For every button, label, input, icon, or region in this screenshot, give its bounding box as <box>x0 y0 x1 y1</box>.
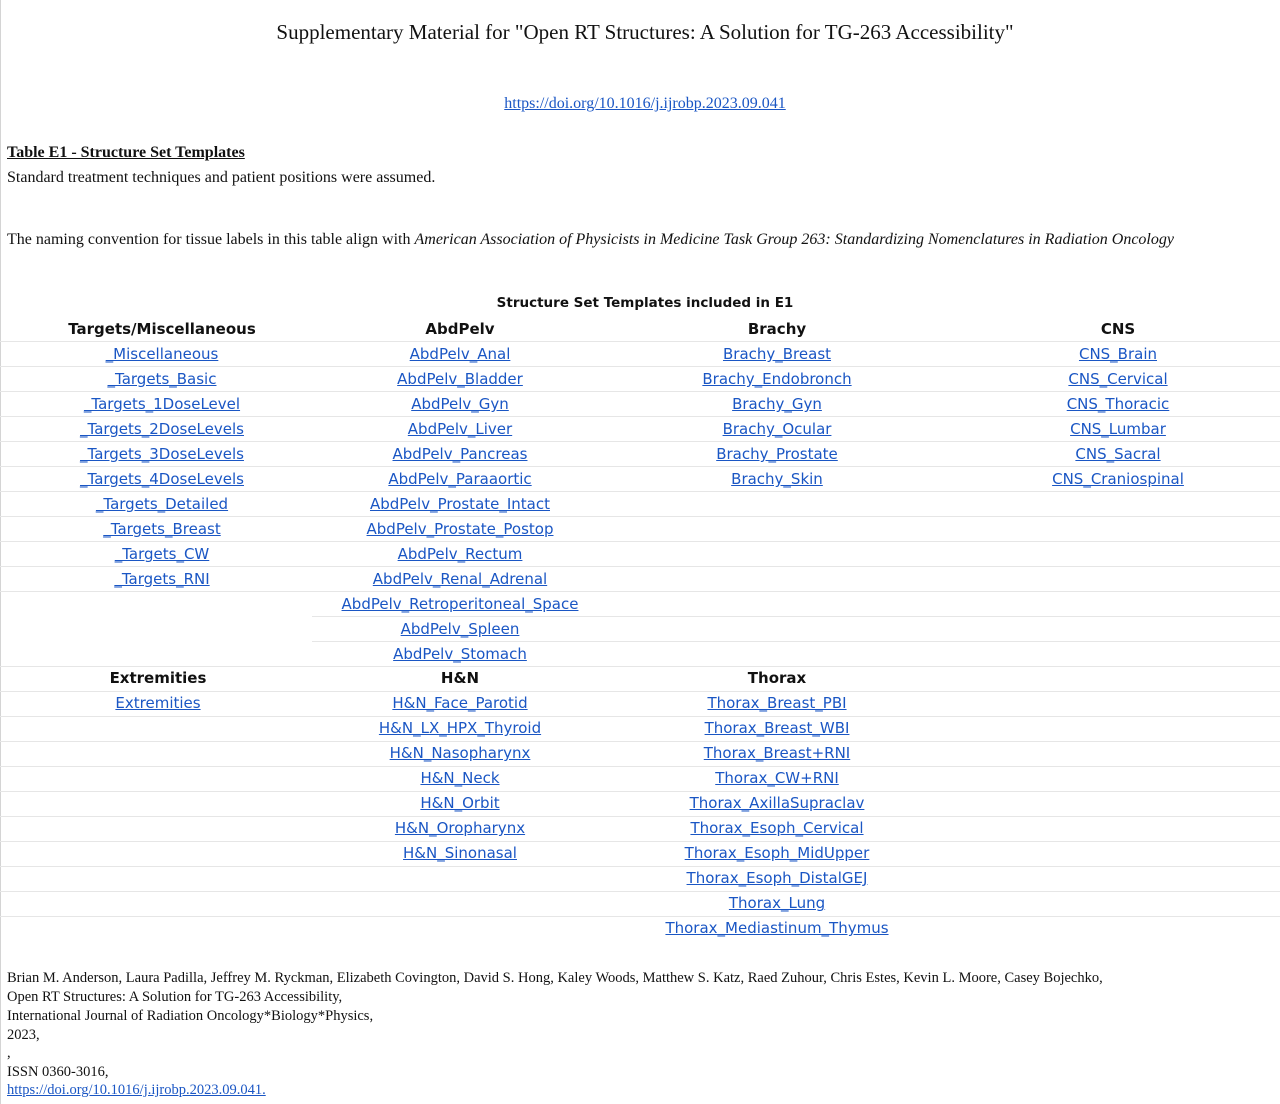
template-link-abdpelv-renal-adrenal[interactable]: AbdPelv_Renal_Adrenal <box>372 570 548 588</box>
template-cell <box>617 916 937 941</box>
template-link-thorax-esoph-cervical[interactable]: Thorax_Esoph_Cervical <box>690 819 864 837</box>
citation-issn: ISSN 0360-3016, <box>7 1064 109 1080</box>
template-cell <box>300 592 620 617</box>
template-link-targets-2doselevels[interactable]: _Targets_2DoseLevels <box>80 420 244 438</box>
template-link-handn-neck[interactable]: H&N_Neck <box>420 769 500 787</box>
template-cell <box>617 367 937 392</box>
template-cell <box>300 741 620 766</box>
template-cell <box>958 467 1278 492</box>
template-link-abdpelv-spleen[interactable]: AbdPelv_Spleen <box>400 620 520 638</box>
template-link-brachy-endobronch[interactable]: Brachy_Endobronch <box>702 370 852 388</box>
template-link-extremities[interactable]: Extremities <box>115 694 201 712</box>
template-link-cns-cervical[interactable]: CNS_Cervical <box>1068 370 1168 388</box>
template-link-targets-basic[interactable]: _Targets_Basic <box>107 370 217 388</box>
template-cell <box>617 467 937 492</box>
convention-text: The naming convention for tissue labels in this table align with <box>7 231 415 248</box>
template-link-thorax-esoph-distalgej[interactable]: Thorax_Esoph_DistalGEJ <box>686 869 868 887</box>
template-cell <box>617 866 937 891</box>
template-link-targets-detailed[interactable]: _Targets_Detailed <box>95 495 229 513</box>
doi-line <box>0 95 1280 113</box>
template-cell <box>617 841 937 866</box>
template-cell <box>2 492 322 517</box>
template-cell <box>958 342 1278 367</box>
template-cell <box>2 442 322 467</box>
template-cell <box>2 542 322 567</box>
table-label: Table E1 - Structure Set Templates <box>7 144 245 161</box>
citation-authors: Brian M. Anderson, Laura Padilla, Jeffrey M. Ryckman, Elizabeth Covington, David S. Hong, Kaley Woods, Matthew S. Katz, Raed Zuhour, Chris Estes, Kevin L. Moore, Casey Bojechko, <box>7 970 1103 986</box>
template-cell <box>300 467 620 492</box>
template-link-handn-oropharynx[interactable]: H&N_Oropharynx <box>394 819 526 837</box>
template-cell <box>300 392 620 417</box>
template-link-brachy-ocular[interactable]: Brachy_Ocular <box>722 420 832 438</box>
column-header-extremities: Extremities <box>109 669 207 687</box>
template-cell <box>300 542 620 567</box>
template-link-brachy-gyn[interactable]: Brachy_Gyn <box>732 395 822 413</box>
template-cell <box>617 741 937 766</box>
naming-convention-note <box>7 231 1174 249</box>
column-header-targets-miscellaneous: Targets/Miscellaneous <box>68 320 256 338</box>
template-link-thorax-mediastinum-thymus[interactable]: Thorax_Mediastinum_Thymus <box>665 919 889 937</box>
template-link-abdpelv-stomach[interactable]: AbdPelv_Stomach <box>393 645 527 663</box>
template-link-thorax-esoph-midupper[interactable]: Thorax_Esoph_MidUpper <box>684 844 870 862</box>
template-cell <box>300 716 620 741</box>
document-title: Supplementary Material for "Open RT Structures: A Solution for TG-263 Accessibility" <box>276 20 1014 44</box>
template-cell <box>617 417 937 442</box>
template-cell <box>617 392 937 417</box>
template-cell <box>617 691 937 716</box>
table-caption: Structure Set Templates included in E1 <box>496 295 794 311</box>
template-cell <box>2 342 322 367</box>
template-link-cns-thoracic[interactable]: CNS_Thoracic <box>1066 395 1170 413</box>
template-link-thorax-breast-plus-rni[interactable]: Thorax_Breast+RNI <box>703 744 851 762</box>
template-link-thorax-lung[interactable]: Thorax_Lung <box>728 894 826 912</box>
citation-journal: International Journal of Radiation Oncology*Biology*Physics, <box>7 1008 374 1024</box>
column-header-handn: H&N <box>440 669 480 687</box>
template-cell <box>300 766 620 791</box>
template-cell <box>2 392 322 417</box>
template-link-thorax-breast-wbi[interactable]: Thorax_Breast_WBI <box>704 719 850 737</box>
template-link-abdpelv-pancreas[interactable]: AbdPelv_Pancreas <box>392 445 528 463</box>
template-link-handn-orbit[interactable]: H&N_Orbit <box>420 794 500 812</box>
template-link-thorax-axillasupraclav[interactable]: Thorax_AxillaSupraclav <box>689 794 865 812</box>
template-link-brachy-prostate[interactable]: Brachy_Prostate <box>716 445 838 463</box>
template-cell <box>617 791 937 816</box>
template-link-abdpelv-retroperitoneal-space[interactable]: AbdPelv_Retroperitoneal_Space <box>341 595 579 613</box>
template-cell <box>300 567 620 592</box>
template-link-brachy-skin[interactable]: Brachy_Skin <box>731 470 823 488</box>
template-link-abdpelv-anal[interactable]: AbdPelv_Anal <box>409 345 511 363</box>
template-link-targets-cw[interactable]: _Targets_CW <box>114 545 210 563</box>
template-cell <box>300 517 620 542</box>
assumption-note: Standard treatment techniques and patient positions were assumed. <box>7 169 436 186</box>
template-cell <box>617 442 937 467</box>
template-link-cns-craniospinal[interactable]: CNS_Craniospinal <box>1052 470 1184 488</box>
template-link-cns-brain[interactable]: CNS_Brain <box>1078 345 1158 363</box>
column-header-thorax: Thorax <box>747 669 807 687</box>
template-link-brachy-breast[interactable]: Brachy_Breast <box>722 345 832 363</box>
sheet-left-border <box>0 0 1 1104</box>
template-cell <box>300 442 620 467</box>
template-cell <box>300 816 620 841</box>
column-header-cns: CNS <box>1100 320 1136 338</box>
citation-article-title: Open RT Structures: A Solution for TG-263 Accessibility, <box>7 989 343 1005</box>
template-cell <box>300 492 620 517</box>
template-cell <box>958 417 1278 442</box>
template-link-targets-3doselevels[interactable]: _Targets_3DoseLevels <box>80 445 244 463</box>
template-link-abdpelv-paraaortic[interactable]: AbdPelv_Paraaortic <box>388 470 532 488</box>
convention-source: American Association of Physicists in Medicine Task Group 263: Standardizing Nomenclatures in Radiation Oncology <box>414 231 1174 248</box>
template-link-thorax-breast-pbi[interactable]: Thorax_Breast_PBI <box>707 694 847 712</box>
template-link-handn-lx-hpx-thyroid[interactable]: H&N_LX_HPX_Thyroid <box>378 719 542 737</box>
template-link-handn-face-parotid[interactable]: H&N_Face_Parotid <box>392 694 528 712</box>
template-cell <box>958 442 1278 467</box>
template-cell <box>958 367 1278 392</box>
template-link-targets-4doselevels[interactable]: _Targets_4DoseLevels <box>80 470 244 488</box>
template-link-abdpelv-liver[interactable]: AbdPelv_Liver <box>407 420 513 438</box>
citation-year: 2023, <box>7 1027 40 1043</box>
template-cell <box>300 841 620 866</box>
template-link-cns-sacral[interactable]: CNS_Sacral <box>1075 445 1161 463</box>
column-header-abdpelv: AbdPelv <box>425 320 495 338</box>
citation-link[interactable]: https://doi.org/10.1016/j.ijrobp.2023.09.041. <box>7 1082 266 1098</box>
template-cell <box>617 716 937 741</box>
template-cell <box>300 791 620 816</box>
template-link-targets-1doselevel[interactable]: _Targets_1DoseLevel <box>83 395 241 413</box>
template-cell <box>958 392 1278 417</box>
template-link-targets-breast[interactable]: _Targets_Breast <box>103 520 221 538</box>
template-cell <box>2 517 322 542</box>
template-cell <box>300 417 620 442</box>
template-cell <box>617 816 937 841</box>
citation-blank: , <box>7 1045 11 1061</box>
template-cell <box>300 342 620 367</box>
template-link-cns-lumbar[interactable]: CNS_Lumbar <box>1070 420 1166 438</box>
template-link-thorax-cw-plus-rni[interactable]: Thorax_CW+RNI <box>715 769 839 787</box>
template-link-targets-rni[interactable]: _Targets_RNI <box>114 570 210 588</box>
template-link-abdpelv-prostate-intact[interactable]: AbdPelv_Prostate_Intact <box>369 495 550 513</box>
template-cell <box>300 367 620 392</box>
template-link-handn-sinonasal[interactable]: H&N_Sinonasal <box>403 844 517 862</box>
column-header-brachy: Brachy <box>747 320 807 338</box>
template-cell <box>2 467 322 492</box>
template-cell <box>2 367 322 392</box>
template-link-abdpelv-prostate-postop[interactable]: AbdPelv_Prostate_Postop <box>366 520 554 538</box>
template-link-handn-nasopharynx[interactable]: H&N_Nasopharynx <box>389 744 531 762</box>
template-cell <box>2 417 322 442</box>
template-cell <box>617 342 937 367</box>
template-cell <box>300 691 620 716</box>
template-cell <box>2 567 322 592</box>
template-cell <box>0 691 318 716</box>
template-cell <box>300 642 620 667</box>
template-cell <box>300 617 620 642</box>
citation-link-line <box>7 1082 266 1099</box>
template-link-abdpelv-bladder[interactable]: AbdPelv_Bladder <box>397 370 523 388</box>
template-link-abdpelv-gyn[interactable]: AbdPelv_Gyn <box>411 395 509 413</box>
doi-link[interactable]: https://doi.org/10.1016/j.ijrobp.2023.09.041 <box>504 95 786 112</box>
template-link-abdpelv-rectum[interactable]: AbdPelv_Rectum <box>397 545 523 563</box>
template-link-miscellaneous[interactable]: _Miscellaneous <box>105 345 219 363</box>
template-cell <box>617 766 937 791</box>
template-cell <box>617 891 937 916</box>
